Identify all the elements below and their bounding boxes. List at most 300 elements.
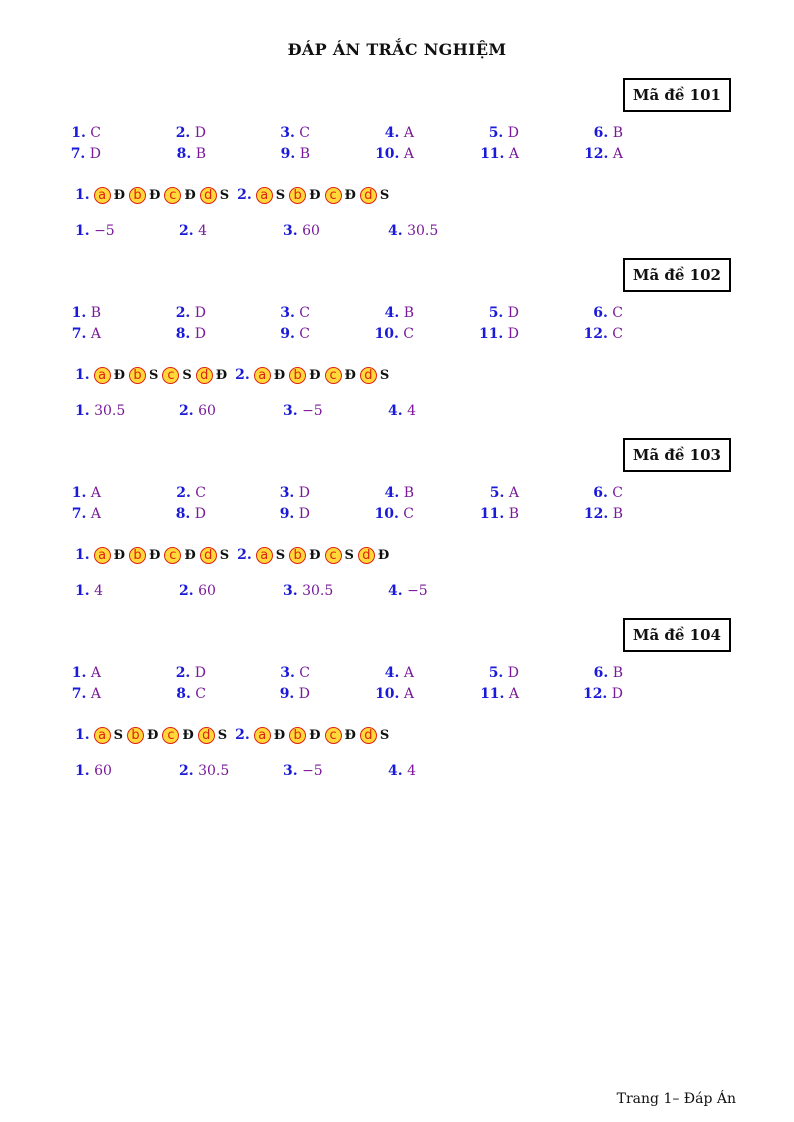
true-false-item [129,187,160,204]
mc-answer [563,326,623,342]
true-false-value: S [379,187,390,203]
question-number: 4. [384,305,400,321]
true-false-question [237,547,393,564]
mc-answer-row [0,326,794,346]
answer-value: −5 [94,223,115,239]
short-answer [75,583,103,599]
answer-letter: C [612,326,623,342]
true-false-value: Đ [309,187,321,203]
option-circle-icon: c [164,187,181,204]
question-number: 3. [283,223,298,239]
true-false-item [289,367,320,384]
option-circle-icon: a [94,547,111,564]
answer-letter: C [403,506,414,522]
mc-answer [459,665,519,681]
answer-letter: B [508,506,519,522]
true-false-value: S [344,547,354,563]
true-false-value: S [182,367,192,383]
option-circle-icon: d [360,367,377,384]
true-false-value: Đ [309,547,321,563]
true-false-value: S [275,187,286,203]
mc-answer-row [0,485,794,505]
mc-answer [354,506,414,522]
true-false-value: S [379,727,390,743]
question-number: 6. [593,485,608,501]
mc-answer [563,125,623,141]
question-number: 2. [175,125,191,141]
true-false-value: Đ [344,367,356,383]
true-false-question [75,187,233,204]
true-false-value: S [379,367,390,383]
option-circle-icon: b [129,187,146,204]
exam-block [0,438,794,608]
answer-letter: C [299,326,310,342]
mc-answer [146,485,206,501]
option-circle-icon: b [289,187,306,204]
mc-answer [146,506,206,522]
true-false-item [162,367,191,384]
mc-answer [41,326,101,342]
mc-answer [146,146,206,162]
question-number: 10. [374,326,399,342]
true-false-row [75,363,397,387]
true-false-item [164,547,195,564]
answer-letter: B [299,146,310,162]
question-number: 5. [488,665,504,681]
question-number: 2. [179,403,194,419]
answer-value: −5 [302,403,323,419]
question-number: 4. [388,403,403,419]
true-false-item [360,187,389,204]
mc-answer [250,146,310,162]
answer-letter: C [612,485,623,501]
question-number: 5. [488,305,504,321]
true-false-item [256,547,285,564]
question-number: 9. [280,146,296,162]
question-number: 2. [235,367,250,383]
mc-answer [146,665,206,681]
true-false-item [94,727,123,744]
option-circle-icon: a [256,547,273,564]
true-false-value: S [275,547,286,563]
true-false-value: Đ [149,187,161,203]
true-false-question [235,727,393,744]
answer-value: 60 [198,403,216,419]
mc-answer [563,485,623,501]
question-number: 7. [71,686,87,702]
true-false-item [254,727,285,744]
answer-value: 60 [94,763,112,779]
mc-answer [354,125,414,141]
question-number: 8. [176,146,192,162]
true-false-value: Đ [215,367,228,383]
mc-answer-row [0,305,794,325]
question-number: 6. [593,665,609,681]
answer-letter: B [195,146,206,162]
option-circle-icon: b [289,727,306,744]
question-number: 2. [237,187,252,203]
mc-answer [41,686,101,702]
mc-answer-row [0,506,794,526]
true-false-item [94,187,125,204]
short-answer [283,763,323,779]
true-false-item [360,727,389,744]
true-false-item [200,187,229,204]
true-false-item [162,727,193,744]
answer-letter: D [611,686,623,702]
question-number: 5. [489,485,505,501]
exam-code-box: Mã đề 102 [623,258,731,292]
answer-letter: A [403,665,414,681]
answer-letter: C [299,665,310,681]
page-title: ĐÁP ÁN TRẮC NGHIỆM [287,40,507,59]
mc-answer [563,506,623,522]
question-number: 2. [235,727,250,743]
true-false-item [94,547,125,564]
answer-value: 4 [198,223,207,239]
question-number: 1. [71,485,87,501]
answer-value: −5 [407,583,428,599]
mc-answer [563,146,623,162]
option-circle-icon: c [162,367,179,384]
mc-answer [146,125,206,141]
answer-letter: A [403,125,414,141]
true-false-value: Đ [309,727,321,743]
option-circle-icon: d [198,727,215,744]
answer-letter: D [507,125,519,141]
true-false-value: Đ [149,547,161,563]
mc-answer [250,125,310,141]
answer-letter: B [612,665,623,681]
short-answer [283,583,333,599]
mc-answer [563,686,623,702]
true-false-item [200,547,229,564]
question-number: 2. [175,305,191,321]
short-answer [388,583,428,599]
question-number: 3. [280,125,295,141]
question-number: 1. [75,403,90,419]
true-false-value: Đ [182,727,194,743]
mc-answer [250,305,310,321]
question-number: 1. [75,187,90,203]
answer-letter: A [612,146,623,162]
question-number: 11. [480,146,505,162]
true-false-value: S [219,187,230,203]
answer-value: 30.5 [198,763,230,779]
question-number: 8. [175,326,191,342]
exam-code-box: Mã đề 104 [623,618,731,652]
true-false-item [325,367,356,384]
answer-letter: C [195,485,206,501]
answer-letter: A [508,485,519,501]
question-number: 10. [374,506,399,522]
short-answer [75,403,125,419]
question-number: 4. [384,665,400,681]
question-number: 7. [71,326,87,342]
short-answer [283,223,320,239]
question-number: 3. [280,305,295,321]
mc-answer [41,305,101,321]
true-false-item [198,727,227,744]
answer-letter: D [194,506,206,522]
answer-letter: A [403,146,414,162]
question-number: 12. [584,146,609,162]
answer-letter: D [89,146,101,162]
mc-answer [354,686,414,702]
short-answer [283,403,323,419]
answer-letter: C [403,326,414,342]
true-false-item [196,367,227,384]
answer-letter: C [90,125,101,141]
answer-value: 4 [407,763,416,779]
mc-answer [41,125,101,141]
mc-answer-row [0,665,794,685]
option-circle-icon: a [254,727,271,744]
short-answer [179,583,216,599]
question-number: 2. [179,223,194,239]
answer-value: 4 [94,583,103,599]
true-false-item [256,187,285,204]
mc-answer [459,485,519,501]
option-circle-icon: b [127,727,144,744]
option-circle-icon: c [325,367,342,384]
true-false-question [75,547,233,564]
question-number: 8. [175,506,191,522]
option-circle-icon: c [325,547,342,564]
answer-letter: C [299,125,310,141]
question-number: 1. [71,305,87,321]
exam-block [0,258,794,428]
mc-answer-row [0,146,794,166]
true-false-item [164,187,195,204]
answer-letter: B [612,506,623,522]
answer-letter: A [90,506,101,522]
option-circle-icon: c [164,547,181,564]
question-number: 3. [283,763,298,779]
true-false-item [289,727,320,744]
question-number: 4. [388,763,403,779]
answer-letter: D [194,305,206,321]
answer-letter: D [298,686,310,702]
short-answer [388,763,416,779]
answer-letter: A [90,326,101,342]
true-false-value: Đ [113,367,125,383]
mc-answer [146,326,206,342]
mc-answer [459,125,519,141]
question-number: 10. [375,146,400,162]
mc-answer [250,686,310,702]
question-number: 1. [75,583,90,599]
exam-block [0,618,794,788]
mc-answer [354,485,414,501]
answer-letter: D [507,326,519,342]
true-false-item [325,547,354,564]
true-false-item [360,367,389,384]
answer-letter: B [612,125,623,141]
option-circle-icon: b [129,547,146,564]
question-number: 11. [480,686,505,702]
question-number: 10. [375,686,400,702]
short-answer [179,763,229,779]
short-answer [75,763,112,779]
question-number: 2. [179,583,194,599]
mc-answer [146,686,206,702]
question-number: 1. [75,547,90,563]
mc-answer [250,506,310,522]
true-false-item [289,187,320,204]
answer-letter: D [194,665,206,681]
answer-letter: A [508,146,519,162]
question-number: 4. [384,485,400,501]
question-number: 3. [283,583,298,599]
mc-answer [563,665,623,681]
question-number: 6. [593,305,608,321]
mc-answer [41,506,101,522]
short-answer-row [0,583,794,603]
true-false-value: Đ [344,187,356,203]
answer-letter: A [90,485,101,501]
question-number: 11. [479,506,505,522]
question-number: 2. [175,665,191,681]
mc-answer [459,146,519,162]
question-number: 5. [488,125,504,141]
option-circle-icon: c [325,727,342,744]
exam-code-box: Mã đề 103 [623,438,731,472]
question-number: 11. [478,326,504,342]
mc-answer [250,665,310,681]
true-false-value: Đ [147,727,159,743]
answer-letter: B [90,305,101,321]
mc-answer [459,326,519,342]
option-circle-icon: d [358,547,375,564]
option-circle-icon: a [254,367,271,384]
answer-letter: D [507,305,519,321]
mc-answer [563,305,623,321]
short-answer-row [0,403,794,423]
answer-letter: C [299,305,310,321]
mc-answer [459,305,519,321]
option-circle-icon: d [200,547,217,564]
answer-value: 60 [302,223,320,239]
true-false-value: Đ [309,367,321,383]
question-number: 4. [384,125,400,141]
option-circle-icon: d [196,367,213,384]
option-circle-icon: b [129,367,146,384]
mc-answer [354,326,414,342]
true-false-item [289,547,320,564]
question-number: 12. [583,326,608,342]
answer-value: 30.5 [302,583,334,599]
exam-block [0,78,794,248]
option-circle-icon: b [289,547,306,564]
true-false-value: Đ [344,727,356,743]
short-answer [388,403,416,419]
question-number: 1. [75,763,90,779]
true-false-value: Đ [184,187,196,203]
mc-answer-row [0,125,794,145]
question-number: 9. [279,506,295,522]
short-answer-row [0,763,794,783]
true-false-item [127,727,158,744]
option-circle-icon: d [200,187,217,204]
answer-value: 4 [407,403,416,419]
true-false-value: Đ [113,187,125,203]
question-number: 1. [71,665,87,681]
question-number: 3. [279,485,295,501]
answer-letter: A [90,665,101,681]
exam-code-box: Mã đề 101 [623,78,731,112]
option-circle-icon: d [360,187,377,204]
question-number: 1. [71,125,86,141]
true-false-item [358,547,389,564]
question-number: 7. [71,506,87,522]
answer-letter: A [508,686,519,702]
question-number: 1. [75,367,90,383]
mc-answer [354,305,414,321]
question-number: 8. [176,686,191,702]
option-circle-icon: c [162,727,179,744]
answer-letter: A [90,686,101,702]
true-false-value: S [149,367,159,383]
mc-answer [354,665,414,681]
question-number: 4. [388,583,403,599]
mc-answer [146,305,206,321]
true-false-item [129,367,158,384]
option-circle-icon: a [94,727,111,744]
true-false-value: S [219,547,230,563]
true-false-question [75,367,231,384]
true-false-row [75,723,397,747]
answer-value: −5 [302,763,323,779]
page-footer: Trang 1– Đáp Án [616,1091,736,1107]
question-number: 4. [388,223,403,239]
question-number: 1. [75,223,90,239]
true-false-row [75,183,397,207]
mc-answer [250,326,310,342]
true-false-question [75,727,231,744]
short-answer [388,223,438,239]
answer-letter: D [507,665,519,681]
mc-answer [250,485,310,501]
question-number: 7. [70,146,86,162]
short-answer-row [0,223,794,243]
option-circle-icon: d [360,727,377,744]
true-false-value: S [113,727,124,743]
question-number: 12. [583,506,609,522]
answer-value: 60 [198,583,216,599]
question-number: 2. [179,763,194,779]
mc-answer [41,485,101,501]
mc-answer [459,506,519,522]
true-false-value: Đ [273,727,286,743]
answer-letter: D [298,485,310,501]
true-false-question [237,187,393,204]
answer-letter: C [195,686,206,702]
answer-letter: D [194,125,206,141]
true-false-item [325,187,356,204]
answer-letter: B [403,305,414,321]
question-number: 1. [75,727,90,743]
answer-value: 30.5 [407,223,439,239]
short-answer [179,403,216,419]
question-number: 9. [280,326,295,342]
answer-letter: D [298,506,310,522]
question-number: 2. [237,547,252,563]
true-false-row [75,543,397,567]
mc-answer [354,146,414,162]
true-false-value: Đ [273,367,286,383]
option-circle-icon: b [289,367,306,384]
